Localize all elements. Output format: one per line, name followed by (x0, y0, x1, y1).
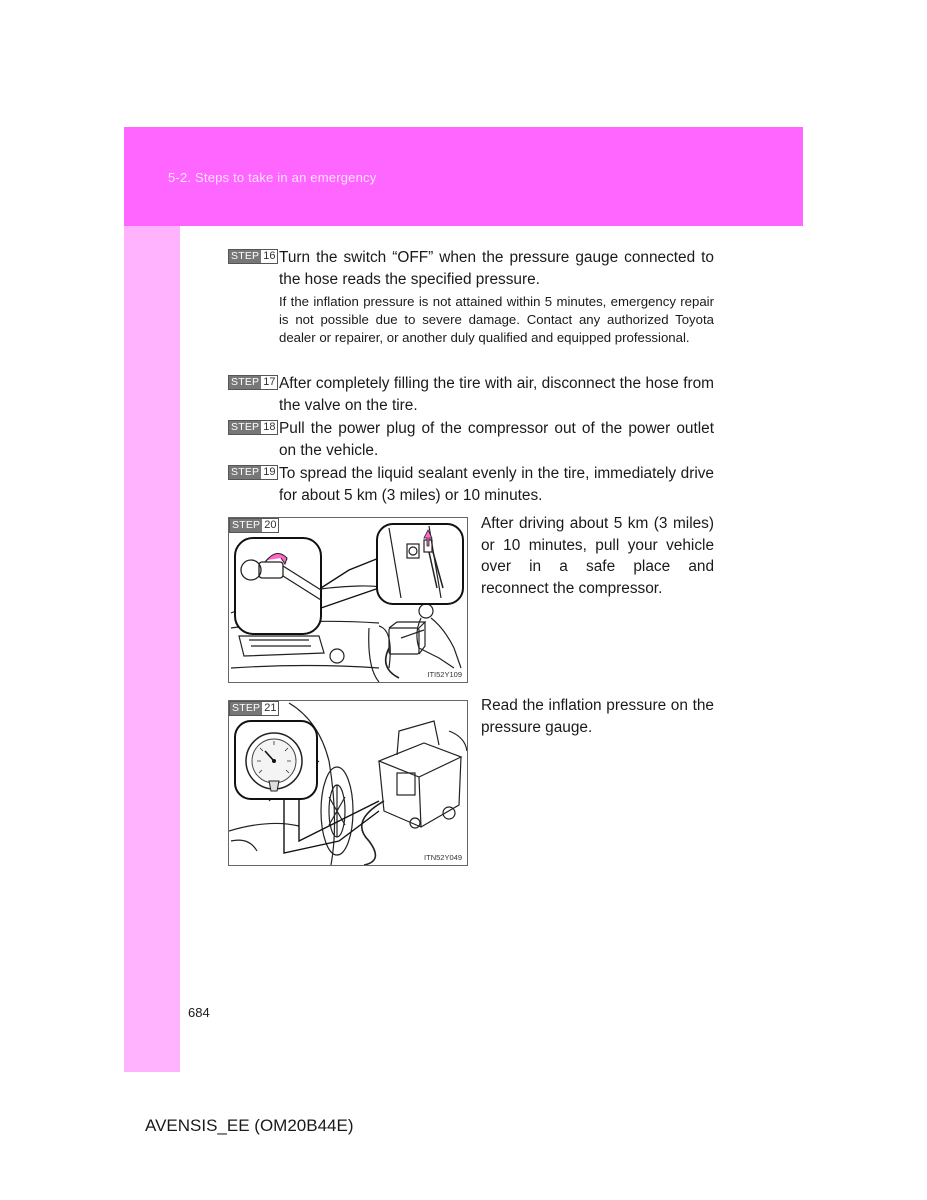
step-text: Turn the switch “OFF” when the pressure gauge connected to the hose reads the specified pressure. (279, 249, 714, 288)
figure-code: ITI52Y109 (427, 670, 462, 679)
step-badge: STEP 16 (228, 249, 278, 264)
step-badge: STEP 20 (229, 518, 279, 533)
side-strip (124, 226, 180, 1072)
step-19 (228, 463, 714, 506)
step-20-illustration (228, 517, 468, 683)
reconnect-compressor-drawing (229, 518, 468, 683)
footer-model: AVENSIS_EE (OM20B44E) (145, 1116, 354, 1135)
step-16 (228, 247, 714, 347)
step-21-text: Read the inflation pressure on the pressure gauge. (481, 697, 714, 736)
step-badge: STEP 17 (228, 375, 278, 390)
step-badge: STEP 21 (229, 701, 279, 716)
section-title: 5-2. Steps to take in an emergency (168, 170, 377, 185)
step-20-text: After driving about 5 km (3 miles) or 10 minutes, pull your vehicle over in a safe place and reconnect the compressor. (481, 515, 714, 597)
step-badge: STEP 19 (228, 465, 278, 480)
step-17 (228, 373, 714, 416)
step-note: If the inflation pressure is not attained within 5 minutes, emergency repair is not possible due to severe damage. Contact any authorized Toyota dealer or repairer, or another duly qualified and equipped professional. (279, 294, 714, 345)
step-21-illustration (228, 700, 468, 866)
step-text: After completely filling the tire with air, disconnect the hose from the valve on the tire. (279, 375, 714, 414)
page-number: 684 (188, 1005, 210, 1020)
step-text: Pull the power plug of the compressor out of the power outlet on the vehicle. (279, 420, 714, 459)
step-text: To spread the liquid sealant evenly in the tire, immediately drive for about 5 km (3 miles) or 10 minutes. (279, 465, 714, 504)
step-18 (228, 418, 714, 461)
figure-code: ITN52Y049 (424, 853, 462, 862)
header-band (124, 127, 803, 226)
pressure-gauge-drawing (229, 701, 468, 866)
step-badge: STEP 18 (228, 420, 278, 435)
